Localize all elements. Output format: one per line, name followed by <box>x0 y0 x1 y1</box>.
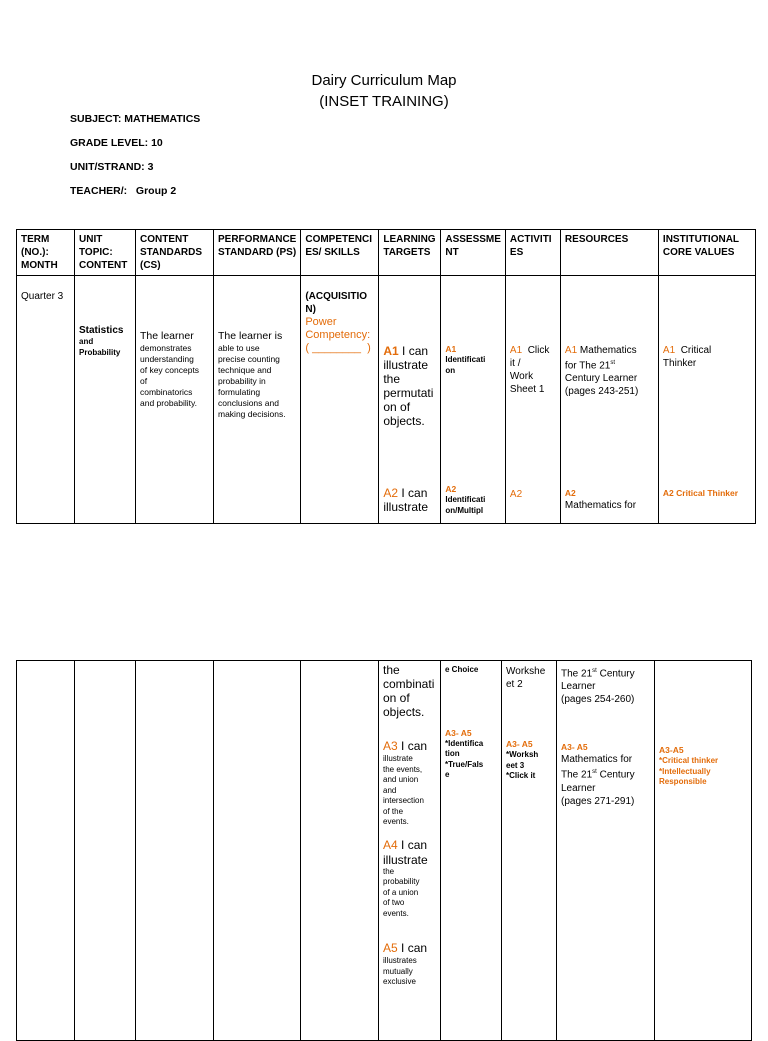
performance-standard-cell: The learner is able to use precise counting technique and probability in formulating conclusions and making decisions. <box>214 276 301 524</box>
target-a1: A1 I can illustrate the permutati on of objects. <box>383 344 434 428</box>
performance-standard-cell-empty <box>214 661 301 1041</box>
assessment-a2-continued: e Choice <box>445 665 479 674</box>
table-row <box>17 276 756 524</box>
curriculum-table <box>16 229 756 524</box>
assessment-a2: A2 Identificati on/Multipl <box>445 484 486 515</box>
activity-a2-continued: Workshe et 2 <box>506 666 546 690</box>
core-values-cell <box>658 276 755 524</box>
resource-a2-continued: The 21st Century Learner (pages 254-260) <box>561 668 635 706</box>
target-a4: A4 I can illustrate the probability of a union of two events. <box>383 837 428 918</box>
unit-cell: Statistics and Probability <box>75 276 136 524</box>
target-a3: A3 I can illustrate the events, and union and intersection of the events. <box>383 739 428 826</box>
unit-cell-empty <box>75 661 136 1041</box>
header-learning-targets: LEARNING TARGETS <box>379 230 441 276</box>
header-activities: ACTIVITI ES <box>505 230 560 276</box>
resource-a2: A2 Mathematics for <box>564 488 637 511</box>
resource-a3-a5: A3- A5 Mathematics for The 21st Century Learner (pages 271-291) <box>561 742 635 807</box>
assessment-a1: A1 Identificati on <box>445 344 486 375</box>
header-content-standards: CONTENT STANDARDS (CS) <box>136 230 214 276</box>
value-a2: A2 Critical Thinker <box>662 488 739 498</box>
header-competencies: COMPETENCI ES/ SKILLS <box>301 230 379 276</box>
core-values-cell <box>655 661 752 1041</box>
value-a3-a5: A3-A5 *Critical thinker *Intellectually Responsible <box>659 745 719 786</box>
header-unit: UNIT TOPIC: CONTENT <box>75 230 136 276</box>
table-row <box>17 661 752 1041</box>
target-a2-continued: the combinati on of objects. <box>383 663 435 719</box>
activity-a1: A1 Click it / Work Sheet 1 <box>509 345 550 395</box>
header-assessment: ASSESSME NT <box>441 230 506 276</box>
activities-cell <box>505 276 560 524</box>
resources-cell <box>557 661 655 1041</box>
activity-a3-a5: A3- A5 *Worksh eet 3 *Click it <box>506 739 539 780</box>
learning-targets-cell <box>379 276 441 524</box>
resource-a1: A1 Mathematics for The 21st Century Learner (pages 243-251) <box>564 345 639 398</box>
activities-cell <box>502 661 557 1041</box>
activity-a2: A2 <box>509 489 523 500</box>
term-cell: Quarter 3 <box>17 276 75 524</box>
competencies-cell: (ACQUISITIO N) Power Competency: ( ________ ) <box>301 276 379 524</box>
subject-label: SUBJECT: MATHEMATICS <box>70 113 201 125</box>
value-a1: A1 Critical Thinker <box>662 345 712 369</box>
content-standards-cell: The learner demonstrates understanding of key concepts of combinatorics and probability. <box>136 276 214 524</box>
learning-targets-cell <box>379 661 441 1041</box>
document-subtitle: (INSET TRAINING) <box>319 93 449 110</box>
table-header-row <box>17 230 756 276</box>
header-core-values: INSTITUTIONAL CORE VALUES <box>658 230 755 276</box>
header-performance-standard: PERFORMANCE STANDARD (PS) <box>214 230 301 276</box>
curriculum-table-continued <box>16 660 752 1041</box>
document-title-block <box>0 70 768 112</box>
competencies-cell-empty <box>301 661 379 1041</box>
assessment-a3-a5: A3- A5 *Identifica tion *True/Fals e <box>445 727 484 779</box>
content-standards-cell-empty <box>136 661 214 1041</box>
target-a2: A2 I can illustrate <box>383 486 429 514</box>
resources-cell <box>560 276 658 524</box>
assessment-cell <box>441 276 506 524</box>
document-title: Dairy Curriculum Map <box>311 72 457 89</box>
grade-level-label: GRADE LEVEL: 10 <box>70 137 163 149</box>
term-cell-empty <box>17 661 75 1041</box>
header-resources: RESOURCES <box>560 230 658 276</box>
unit-strand-label: UNIT/STRAND: 3 <box>70 161 154 173</box>
target-a5: A5 I can illustrates mutually exclusive <box>383 941 428 986</box>
teacher-label: TEACHER/: Group 2 <box>70 185 177 197</box>
header-term: TERM (NO.): MONTH <box>17 230 75 276</box>
assessment-cell <box>441 661 502 1041</box>
